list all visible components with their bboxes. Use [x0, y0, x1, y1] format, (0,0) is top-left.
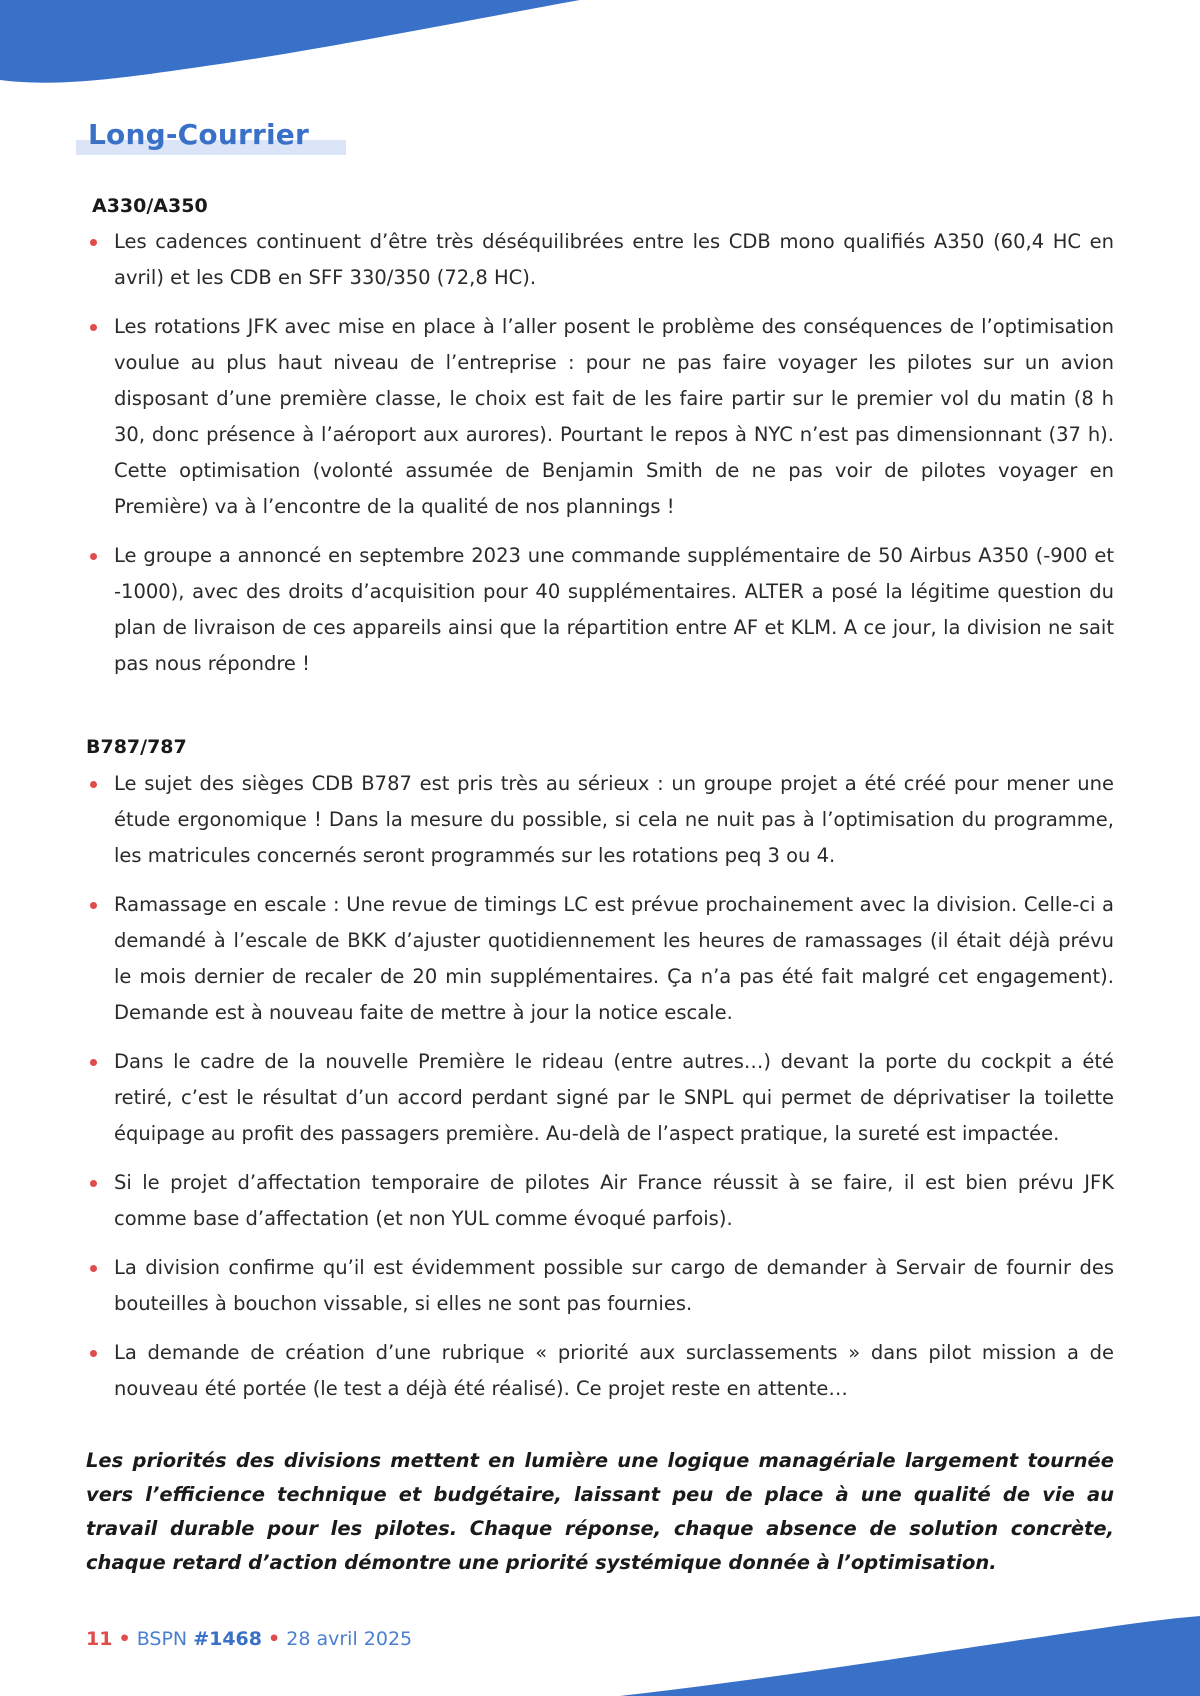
list-item [86, 538, 1114, 682]
bullet-icon [90, 324, 97, 331]
a330-bullet-list [86, 224, 1114, 695]
bullet-icon [90, 1059, 97, 1066]
list-item-text: Si le projet d’affectation temporaire de pilotes Air France réussit à se faire, il est bien prévu JFK comme base d’affectation (et non YUL comme évoqué parfois). [114, 1171, 1114, 1230]
list-item [86, 1044, 1114, 1152]
footer-separator: • [268, 1628, 281, 1650]
list-item-text: La demande de création d’une rubrique « priorité aux surclassements » dans pilot mission a de nouveau été portée (le test a déjà été réalisé). Ce projet reste en attente… [114, 1341, 1114, 1400]
list-item [86, 766, 1114, 874]
top-wave-decoration [0, 0, 1200, 90]
list-item-text: Les cadences continuent d’être très déséquilibrées entre les CDB mono qualifiés A350 (60,4 HC en avril) et les CDB en SFF 330/350 (72,8 HC). [114, 230, 1114, 289]
section-title: Long-Courrier [88, 118, 310, 151]
list-item [86, 1165, 1114, 1237]
issue-number: #1468 [193, 1628, 262, 1650]
page-number: 11 [86, 1628, 113, 1650]
list-item-text: Dans le cadre de la nouvelle Première le rideau (entre autres…) devant la porte du cockpit a été retiré, c’est le résultat d’un accord perdant signé par le SNPL qui permet de déprivatiser la toilette équipage au profit des passagers première. Au-delà de l’aspect pratique, la sureté est impactée. [114, 1050, 1114, 1145]
bullet-icon [90, 1350, 97, 1357]
list-item [86, 1335, 1114, 1407]
footer-separator: • [118, 1628, 131, 1650]
list-item-text: Ramassage en escale : Une revue de timings LC est prévue prochainement avec la division. Celle-ci a demandé à l’escale de BKK d’ajuster quotidiennement les heures de ramassages (il était déjà prévu le mois dernier de recaler de 20 min supplémentaires. Ça n’a pas été fait malgré cet engagement). Demande est à nouveau faite de mettre à jour la notice escale. [114, 893, 1114, 1024]
bullet-icon [90, 553, 97, 560]
b787-bullet-list [86, 766, 1114, 1420]
list-item [86, 309, 1114, 525]
section-header [86, 118, 311, 151]
bullet-icon [90, 1265, 97, 1272]
list-item-text: La division confirme qu’il est évidemment possible sur cargo de demander à Servair de fournir des bouteilles à bouchon vissable, si elles ne sont pas fournies. [114, 1256, 1114, 1315]
publication-date: 28 avril 2025 [286, 1628, 413, 1650]
bullet-icon [90, 1180, 97, 1187]
bullet-icon [90, 902, 97, 909]
list-item-text: Le sujet des sièges CDB B787 est pris très au sérieux : un groupe projet a été créé pour mener une étude ergonomique ! Dans la mesure du possible, si cela ne nuit pas à l’optimisation du programme, les matricules concernés seront programmés sur les rotations peq 3 ou 4. [114, 772, 1114, 867]
conclusion-paragraph: Les priorités des divisions mettent en lumière une logique managériale largement tournée vers l’efficience technique et budgétaire, laissant peu de place à une qualité de vie au travail durable pour les pilotes. Chaque réponse, chaque absence de solution concrète, chaque retard d’action démontre une priorité systémique donnée à l’optimisation. [86, 1449, 1114, 1574]
list-item [86, 887, 1114, 1031]
list-item-text: Le groupe a annoncé en septembre 2023 une commande supplémentaire de 50 Airbus A350 (-900 et -1000), avec des droits d’acquisition pour 40 supplémentaires. ALTER a posé la légitime question du plan de livraison de ces appareils ainsi que la répartition entre AF et KLM. A ce jour, la division ne sait pas nous répondre ! [114, 544, 1114, 675]
list-item-text: Les rotations JFK avec mise en place à l’aller posent le problème des conséquences de l’optimisation voulue au plus haut niveau de l’entreprise : pour ne pas faire voyager les pilotes sur un avion disposant d’une première classe, le choix est fait de les faire partir sur le premier vol du matin (8 h 30, donc présence à l’aéroport aux aurores). Pourtant le repos à NYC n’est pas dimensionnant (37 h). Cette optimisation (volonté assumée de Benjamin Smith de ne pas voir de pilotes voyager en Première) va à l’encontre de la qualité de nos plannings ! [114, 315, 1114, 518]
bullet-icon [90, 781, 97, 788]
bottom-wave-decoration [0, 1610, 1200, 1696]
bullet-icon [90, 239, 97, 246]
a330-heading: A330/A350 [92, 195, 208, 217]
list-item [86, 1250, 1114, 1322]
publication-name: BSPN [136, 1628, 188, 1650]
list-item [86, 224, 1114, 296]
b787-heading: B787/787 [86, 736, 187, 758]
